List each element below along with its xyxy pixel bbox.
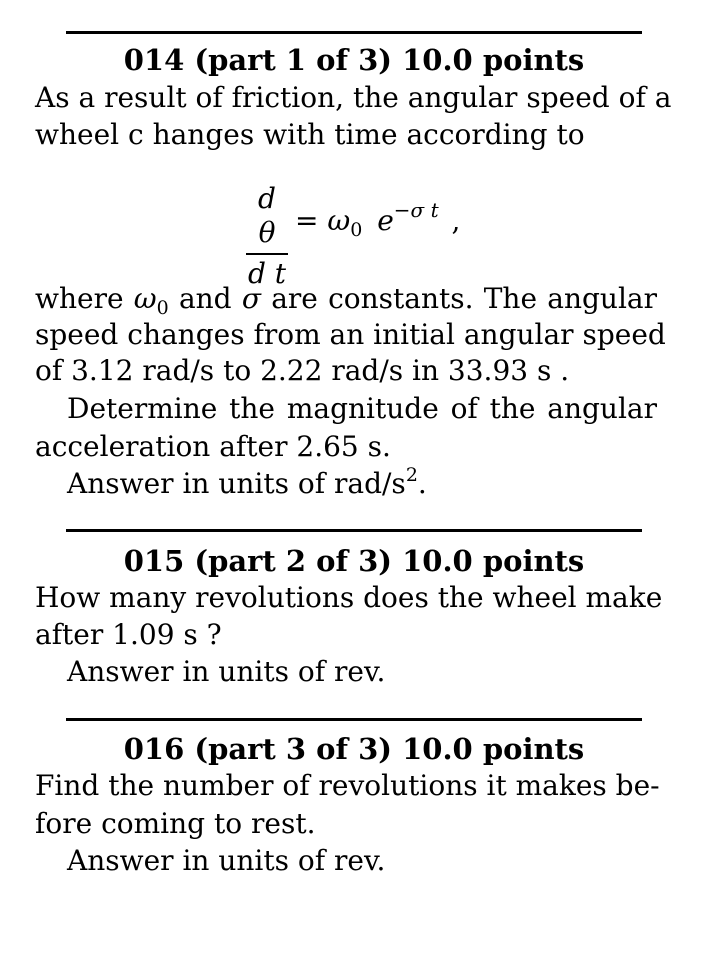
equation-comma: , — [451, 204, 461, 237]
exponent: −σ t — [393, 198, 439, 222]
question-015-divider — [66, 529, 642, 532]
question-015-text-line-2: after 1.09 s ? — [35, 618, 222, 651]
question-014-header: 014 (part 1 of 3) 10.0 points — [123, 43, 585, 77]
question-014-answer-units — [67, 466, 427, 502]
equation-right-side — [295, 198, 461, 241]
question-014-text-line-6: Determine the magnitude of the angular — [67, 392, 657, 425]
answer-prefix: Answer in units of rad/s — [67, 467, 406, 500]
question-016-text-line-1: Find the number of revolutions it makes be- — [35, 769, 660, 802]
question-014-text-line-4: speed changes from an initial angular speed — [35, 318, 666, 351]
angular-speed-equation — [240, 182, 470, 290]
sigma-symbol: σ — [241, 282, 261, 315]
question-015-text-line-1: How many revolutions does the wheel make — [35, 581, 663, 614]
where-word: where — [35, 282, 124, 315]
constants-text: are constants. The angular — [271, 282, 657, 315]
omega-symbol: ω — [133, 282, 157, 315]
exponential-e: e — [377, 204, 394, 237]
and-word: and — [178, 282, 232, 315]
answer-superscript: 2 — [405, 464, 418, 486]
answer-suffix: . — [417, 467, 427, 500]
question-015-answer-units: Answer in units of rev. — [67, 655, 386, 688]
question-014-text-line-3 — [35, 281, 657, 317]
question-014-text-line-5: of 3.12 rad/s to 2.22 rad/s in 33.93 s . — [35, 354, 570, 387]
question-014-text-line-1: As a result of friction, the angular speed of a — [35, 81, 672, 114]
question-016-text-line-2: fore coming to rest. — [35, 807, 316, 840]
omega-subscript: 0 — [156, 297, 169, 319]
question-014-text-line-7: acceleration after 2.65 s. — [35, 430, 391, 463]
question-016-answer-units: Answer in units of rev. — [67, 844, 386, 877]
fraction-denominator: d t — [247, 257, 287, 290]
equals-sign: = — [295, 204, 319, 237]
omega-symbol: ω — [327, 204, 351, 237]
question-016-header: 016 (part 3 of 3) 10.0 points — [123, 732, 585, 766]
fraction-numerator: d θ — [258, 182, 276, 249]
fraction-bar — [246, 253, 288, 255]
omega-subscript: 0 — [350, 219, 363, 241]
question-014-text-line-2: wheel c hanges with time according to — [35, 118, 585, 151]
question-014-divider — [66, 31, 642, 34]
question-016-divider — [66, 718, 642, 721]
question-015-header: 015 (part 2 of 3) 10.0 points — [123, 544, 585, 578]
equation-fraction — [246, 182, 288, 291]
